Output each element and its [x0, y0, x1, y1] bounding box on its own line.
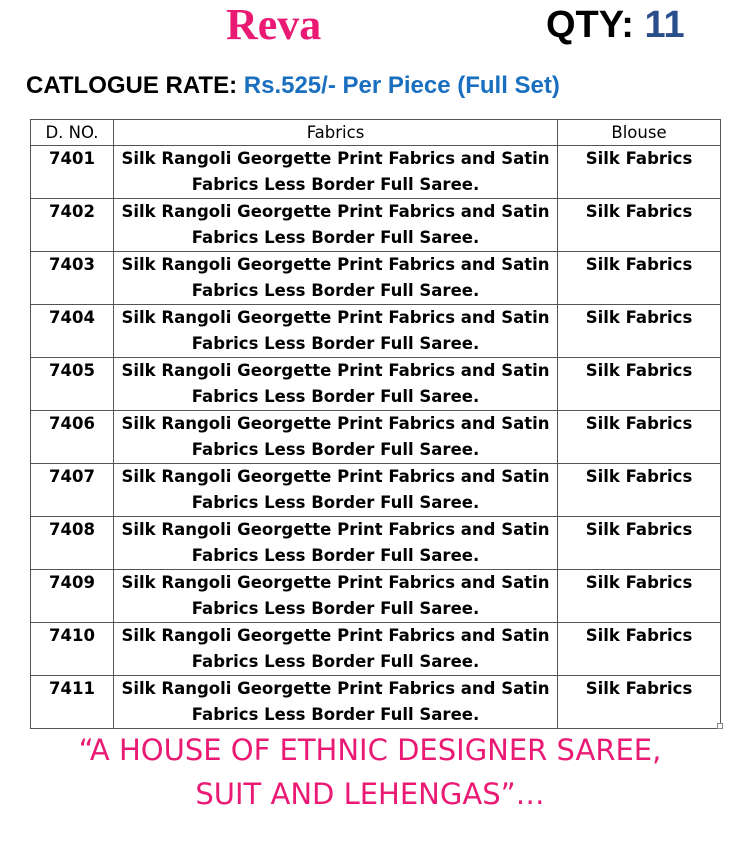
- qty-label-text: QTY:: [546, 4, 645, 46]
- rate-label: CATLOGUE RATE:: [26, 72, 244, 99]
- design-number: 7406: [31, 411, 114, 464]
- fabric-line-2: Fabrics Less Border Full Saree.: [191, 387, 480, 406]
- fabric-line-1: Silk Rangoli Georgette Print Fabrics and Satin: [121, 679, 550, 698]
- fabric-line-1: Silk Rangoli Georgette Print Fabrics and Satin: [121, 308, 550, 327]
- fabric-line-1: Silk Rangoli Georgette Print Fabrics and Satin: [121, 149, 550, 168]
- blouse-fabric: Silk Fabrics: [558, 411, 721, 464]
- fabric-line-2: Fabrics Less Border Full Saree.: [191, 546, 480, 565]
- design-number: 7407: [31, 464, 114, 517]
- blouse-fabric: Silk Fabrics: [558, 146, 721, 199]
- catalogue-table: [30, 119, 721, 729]
- tagline-line-1: “A HOUSE OF ETHNIC DESIGNER SAREE,: [78, 733, 662, 767]
- fabric-line-2: Fabrics Less Border Full Saree.: [191, 334, 480, 353]
- fabric-line-1: Silk Rangoli Georgette Print Fabrics and Satin: [121, 361, 550, 380]
- blouse-fabric: Silk Fabrics: [558, 358, 721, 411]
- design-number: 7402: [31, 199, 114, 252]
- fabric-line-2: Fabrics Less Border Full Saree.: [191, 440, 480, 459]
- blouse-fabric: Silk Fabrics: [558, 305, 721, 358]
- table-row: [31, 411, 721, 464]
- fabric-line-1: Silk Rangoli Georgette Print Fabrics and Satin: [121, 467, 550, 486]
- column-header-fabrics: Fabrics: [114, 120, 558, 146]
- fabric-description: [114, 411, 558, 464]
- tagline-line-2: SUIT AND LEHENGAS”…: [195, 777, 545, 811]
- blouse-fabric: Silk Fabrics: [558, 623, 721, 676]
- fabric-line-1: Silk Rangoli Georgette Print Fabrics and Satin: [121, 626, 550, 645]
- fabric-description: [114, 199, 558, 252]
- fabric-line-2: Fabrics Less Border Full Saree.: [191, 705, 480, 724]
- fabric-line-1: Silk Rangoli Georgette Print Fabrics and Satin: [121, 573, 550, 592]
- blouse-fabric: Silk Fabrics: [558, 676, 721, 729]
- fabric-description: [114, 623, 558, 676]
- rate-value: Rs.525/- Per Piece (Full Set): [243, 72, 560, 99]
- design-number: 7405: [31, 358, 114, 411]
- table-row: [31, 252, 721, 305]
- table-row: [31, 464, 721, 517]
- fabric-description: [114, 146, 558, 199]
- fabric-description: [114, 358, 558, 411]
- fabric-description: [114, 305, 558, 358]
- fabric-line-2: Fabrics Less Border Full Saree.: [191, 493, 480, 512]
- fabric-line-2: Fabrics Less Border Full Saree.: [191, 281, 480, 300]
- fabric-line-1: Silk Rangoli Georgette Print Fabrics and Satin: [121, 202, 550, 221]
- blouse-fabric: Silk Fabrics: [558, 252, 721, 305]
- table-row: [31, 623, 721, 676]
- fabric-description: [114, 252, 558, 305]
- table-body: [31, 146, 721, 729]
- design-number: 7411: [31, 676, 114, 729]
- design-number: 7404: [31, 305, 114, 358]
- blouse-fabric: Silk Fabrics: [558, 199, 721, 252]
- fabric-line-2: Fabrics Less Border Full Saree.: [191, 599, 480, 618]
- table-row: [31, 570, 721, 623]
- fabric-line-1: Silk Rangoli Georgette Print Fabrics and Satin: [121, 414, 550, 433]
- tagline: [60, 728, 680, 816]
- blouse-fabric: Silk Fabrics: [558, 570, 721, 623]
- fabric-line-2: Fabrics Less Border Full Saree.: [191, 652, 480, 671]
- design-number: 7403: [31, 252, 114, 305]
- table-row: [31, 146, 721, 199]
- design-number: 7401: [31, 146, 114, 199]
- blouse-fabric: Silk Fabrics: [558, 517, 721, 570]
- table-row: [31, 676, 721, 729]
- column-header-blouse: Blouse: [558, 120, 721, 146]
- fabric-description: [114, 570, 558, 623]
- table-row: [31, 199, 721, 252]
- table-row: [31, 358, 721, 411]
- design-number: 7410: [31, 623, 114, 676]
- design-number: 7408: [31, 517, 114, 570]
- fabric-description: [114, 676, 558, 729]
- fabric-description: [114, 464, 558, 517]
- qty-value: 11: [644, 4, 685, 46]
- table-header-row: [31, 120, 721, 146]
- table-row: [31, 305, 721, 358]
- table-row: [31, 517, 721, 570]
- fabric-line-1: Silk Rangoli Georgette Print Fabrics and Satin: [121, 255, 550, 274]
- blouse-fabric: Silk Fabrics: [558, 464, 721, 517]
- design-number: 7409: [31, 570, 114, 623]
- fabric-description: [114, 517, 558, 570]
- catalogue-rate: [26, 70, 560, 102]
- brand-title: Reva: [226, 0, 322, 49]
- column-header-dno: D. NO.: [31, 120, 114, 146]
- resize-handle: [717, 723, 723, 729]
- quantity-label: [546, 2, 685, 48]
- fabric-line-2: Fabrics Less Border Full Saree.: [191, 228, 480, 247]
- fabric-line-2: Fabrics Less Border Full Saree.: [191, 175, 480, 194]
- fabric-line-1: Silk Rangoli Georgette Print Fabrics and Satin: [121, 520, 550, 539]
